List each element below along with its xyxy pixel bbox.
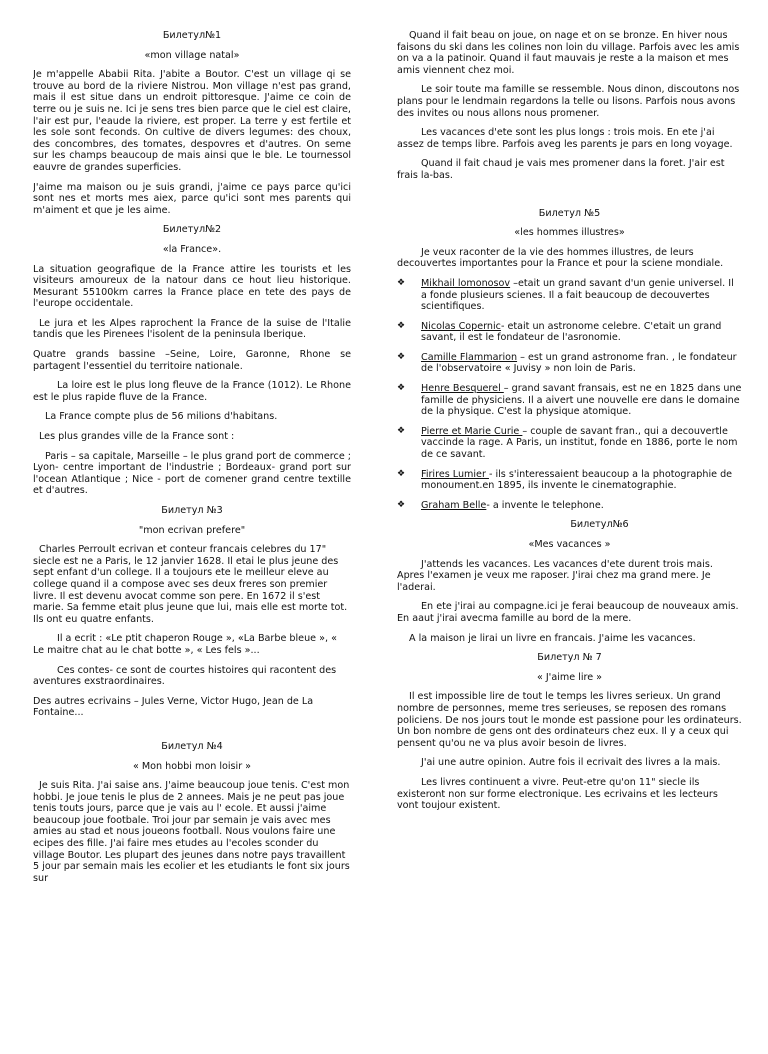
paragraph: Des autres ecrivains – Jules Verne, Victor Hugo, Jean de La Fontaine... <box>33 695 314 719</box>
ticket-7-subtitle: « J'aime lire » <box>536 671 603 683</box>
list-item <box>397 383 742 418</box>
diamond-bullet-icon: ❖ <box>397 425 406 436</box>
person-description: – couple de savant fran., qui a decouvertle vaccinde la rage. A Paris, un institut, fonde en 1886, porte le nom de ce savant. <box>421 425 738 461</box>
paragraph: J'ai une autre opinion. Autre fois il ecrivait des livres a la mais. <box>421 757 721 769</box>
ticket-6-subtitle: «Mes vacances » <box>528 539 611 550</box>
paragraph: Je m'appelle Ababii Rita. J'abite a Boutor. C'est un village qi se trouve au bord de la riviere Nistrou. Mon village n'est pas grand, mais il est situe dans un endroit pittoresque. J'aime ce coin de terre ou je suis ne. Ici je sens tres bien parce que le ciel est claire, l'air est pur, l'eaude la riviere, est proper. La terre y est fertile et les sole sont feconds. On cultive de divers legumes: des choux, des concombres, des tomates, despovres et d'autres. On seme sur les champs beaucoup de mais ainsi que le ble. Le tournessol eauvre de grandes superficies. <box>33 69 351 173</box>
person-description: – est un grand astronome fran. , le fondateur de l'observatoire « Juvisy » non loin de Paris. <box>421 351 737 375</box>
ticket-4-title: Билетул №4 <box>161 740 223 752</box>
list-item <box>397 352 742 375</box>
paragraph: Paris – sa capitale, Marseille – le plus grand port de commerce ; Lyon- centre important de l'industrie ; Bordeaux- grand port sur l'ocean Atlantique ; Nice - port de comener grand centre textille et d'autres. <box>33 450 351 497</box>
paragraph: Ces contes- ce sont de courtes histoires qui racontent des aventures exstraordinaires. <box>33 664 337 688</box>
person-description: –etait un grand savant d'un genie universel. Il a fonde plusieurs scienes. Il a fait beaucoup de decouvertes scientifiques. <box>421 277 734 313</box>
person-name: Graham Belle <box>421 499 487 511</box>
ticket-1-subtitle: «mon village natal» <box>144 49 240 61</box>
paragraph: Il a ecrit : «Le ptit chaperon Rouge », «La Barbe bleue », « Le maitre chat au le chat botte », « Les fels »... <box>33 633 337 656</box>
ticket-1-title: Билетул№1 <box>162 30 222 41</box>
person-description: – grand savant fransais, est ne en 1825 dans une famille de physiciens. Il a aivert une nouvelle ere dans le domaine de la physique. C'est la physique atomique. <box>421 383 742 418</box>
paragraph: Quand il fait chaud je vais mes promener dans la foret. J'air est frais la-bas. <box>397 158 725 181</box>
list-item <box>397 469 742 492</box>
person-description: - a invente le telephone. <box>486 499 604 511</box>
illustrious-people-list <box>397 278 742 512</box>
person-name: Camille Flammarion <box>421 351 518 363</box>
paragraph: Le jura et les Alpes raprochent la France de la suise de l'Italie tandis que les Pirenees l'isolent de la peninsula Iberique. <box>33 317 351 341</box>
diamond-bullet-icon: ❖ <box>397 468 406 479</box>
right-column <box>397 0 742 1054</box>
paragraph: Les plus grandes ville de la France sont : <box>39 431 235 443</box>
paragraph: Les livres continuent a vivre. Peut-etre qu'on 11" siecle ils existeront non sur forme electronique. Les ecrivains et les lecteurs vont toujour existent. <box>397 776 718 812</box>
diamond-bullet-icon: ❖ <box>397 499 406 510</box>
ticket-6-title: Билетул№6 <box>570 519 629 531</box>
paragraph: Je veux raconter de la vie des hommes illustres, de leurs decouvertes importantes pour la France et pour la sciene mondiale. <box>397 246 724 270</box>
person-name: Pierre et Marie Curie <box>421 425 523 437</box>
ticket-4-subtitle: « Mon hobbi mon loisir » <box>132 760 252 772</box>
list-item <box>397 500 742 512</box>
left-column <box>33 0 351 1054</box>
person-name: Firires Lumier <box>421 468 489 480</box>
person-description: - ils s'interessaient beaucoup a la photographie de monoument.en 1895, ils invente le cinematographie. <box>421 468 733 492</box>
paragraph: A la maison je lirai un livre en francais. J'aime les vacances. <box>409 632 696 644</box>
diamond-bullet-icon: ❖ <box>397 351 406 362</box>
ticket-3-title: Билетул №3 <box>161 505 223 516</box>
diamond-bullet-icon: ❖ <box>397 320 406 331</box>
person-name: Mikhail lomonosov <box>421 277 511 289</box>
paragraph: Le soir toute ma famille se ressemble. Nous dinon, discoutons nos plans pour le lendmain regardons la telle ou lisons. Parfois nous avons des invites ou nous allons nous promener. <box>397 84 740 119</box>
list-item <box>397 426 742 461</box>
ticket-2-subtitle: «la France». <box>162 243 222 255</box>
paragraph: Je suis Rita. J'ai saise ans. J'aime beaucoup joue tenis. C'est mon hobbi. Je joue tenis le plus de 2 annees. Mais je ne peut pas joue tenis touts jours, parce que je vais au l' ecole. Et aussi j'aime beaucoup joue footbale. Troi jour par semain je vais avec mes amies au stad et nous joueons football. Nous voulons faire une ecipes des fille. J'ai faire mes etudes au l'ecoles sconder du village Boutor. Les plupart des jeunes dans notre pays travaillent 5 jour par semain mais les ecolier et les etudiants le font six jours sur <box>33 780 350 884</box>
paragraph: Quatre grands bassine –Seine, Loire, Garonne, Rhone se partagent l'essentiel du territoire nationale. <box>33 349 351 372</box>
paragraph: La situation geografique de la France attire les tourists et les visiteurs amoureux de la natour dans ce hout lieu historique. Mesurant 55100km carres la France place en tete des pays de l'europe occidentale. <box>33 263 351 310</box>
paragraph: Charles Perroult ecrivan et conteur francais celebres du 17" siecle est ne a Paris, le 12 janvier 1628. Il etai le plus jeune des sept enfant d'un college. Il a toujours ete le meilleur eleve au college quand il a compose avec ses deux freres son premier livre. Il est devenu avocat comme son pere. En 1672 il s'est marie. Sa femme etait plus jeune que lui, mais elle est morte tot. Ils ont eu quatre enfants. <box>33 544 348 625</box>
person-description: - etait un astronome celebre. C'etait un grand savant, il est le fondateur de l'asronomie. <box>421 320 722 344</box>
ticket-7-title: Билетул № 7 <box>537 652 602 664</box>
person-name: Henre Besquerel <box>421 383 504 395</box>
paragraph: Les vacances d'ete sont les plus longs : trois mois. En ete j'ai assez de temps libre. Parfois aveg les parents je pars en long voyage. <box>397 127 733 150</box>
paragraph: J'aime ma maison ou je suis grandi, j'aime ce pays parce qu'ici sont nes et morts mes aiex, parce qu'ici sont mes parents qui m'aiment et que je les aime. <box>33 181 351 216</box>
diamond-bullet-icon: ❖ <box>397 277 406 288</box>
list-item <box>397 278 742 313</box>
paragraph: La loire est le plus long fleuve de la France (1012). Le Rhone est le plus rapide fluve de la France. <box>33 380 351 403</box>
ticket-5-subtitle: «les hommes illustres» <box>514 227 625 239</box>
diamond-bullet-icon: ❖ <box>397 383 406 394</box>
paragraph: J'attends les vacances. Les vacances d'ete durent trois mais. Apres l'examen je veux me raposer. J'irai chez ma grand mere. Je l'aderai. <box>397 558 713 593</box>
ticket-5-title: Билетул №5 <box>538 207 601 219</box>
paragraph: En ete j'irai au compagne.ici je ferai beaucoup de nouveaux amis. En aaut j'irai avecma famille au bord de la mere. <box>397 601 739 624</box>
ticket-2-title: Билетул№2 <box>162 224 222 236</box>
paragraph: Il est impossible lire de tout le temps les livres serieux. Un grand nombre de personnes, meme tres serieuses, se reposen des romans policiens. De nos jours tout le monde est passione pour les ordinateurs. Un bon nombre de gens ont des ordinateurs chez eux. Il y a ceux qui pensent qu'ou ne va plus avoir besoin de livres. <box>397 691 742 749</box>
paragraph: La France compte plus de 56 milions d'habitans. <box>45 411 278 423</box>
paragraph: Quand il fait beau on joue, on nage et on se bronze. En hiver nous faisons du ski dans les colines non loin du village. Parfois avec les amis on va a la patinoir. Quand il faut mauvais je reste a la maison et mes amis viennent chez moi. <box>397 30 740 76</box>
ticket-3-subtitle: "mon ecrivan prefere" <box>138 524 246 536</box>
person-name: Nicolas Copernic <box>421 320 501 332</box>
list-item <box>397 321 742 344</box>
